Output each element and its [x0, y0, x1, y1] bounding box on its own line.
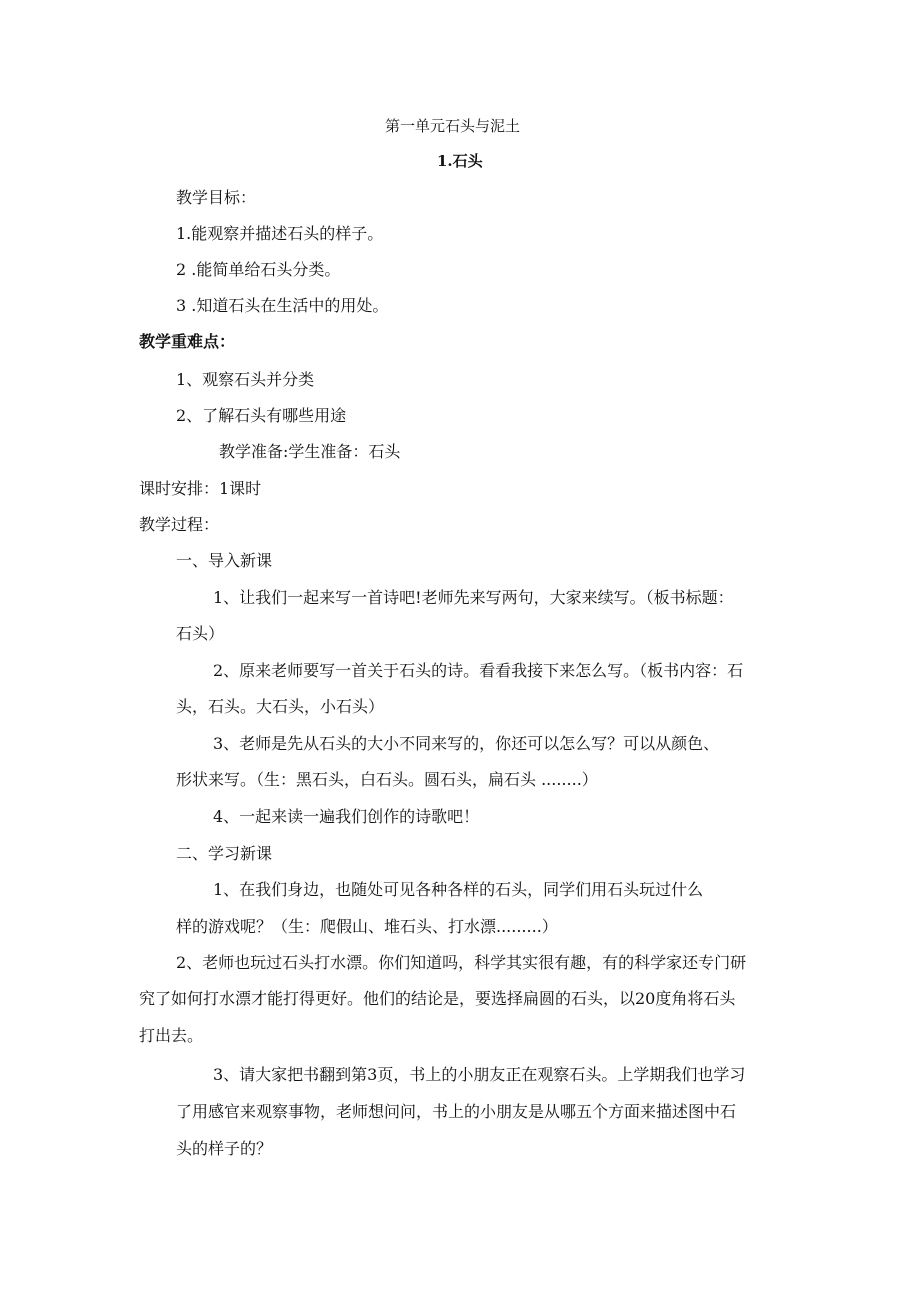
- objective-item: 3 .知道石头在生活中的用处。: [176, 296, 389, 315]
- objectives-heading: 教学目标：: [176, 188, 257, 207]
- key-point-item: 1、观察石头并分类: [176, 370, 315, 389]
- paragraph-line: 2、老师也玩过石头打水漂。你们知道吗，科学其实很有趣，有的科学家还专门研: [176, 953, 747, 972]
- preparation-line: 教学准备:学生准备：石头: [219, 442, 401, 461]
- key-points-heading: 教学重难点：: [139, 332, 236, 351]
- paragraph-line: 样的游戏呢？（生：爬假山、堆石头、打水漂.........）: [176, 917, 558, 936]
- paragraph-line: 石头）: [176, 624, 225, 643]
- objective-item: 2 .能简单给石头分类。: [176, 260, 341, 279]
- unit-title: 第一单元石头与泥土: [385, 117, 521, 135]
- paragraph-line: 3、请大家把书翻到第3页，书上的小朋友正在观察石头。上学期我们也学习: [213, 1065, 746, 1084]
- section-heading: 一、导入新课: [176, 551, 273, 570]
- schedule-line: 课时安排：1课时: [139, 479, 262, 498]
- paragraph-line: 2、原来老师要写一首关于石头的诗。看看我接下来怎么写。（板书内容：石: [213, 661, 744, 680]
- objective-item: 1.能观察并描述石头的样子。: [176, 224, 384, 243]
- process-heading: 教学过程：: [139, 515, 220, 534]
- paragraph-line: 了用感官来观察事物，老师想问问，书上的小朋友是从哪五个方面来描述图中石: [176, 1102, 737, 1121]
- paragraph-line: 形状来写。（生：黑石头，白石头。圆石头，扁石头 ........）: [176, 770, 598, 789]
- paragraph-line: 1、在我们身边，也随处可见各种各样的石头，同学们用石头玩过什么: [213, 880, 704, 899]
- section-heading: 二、学习新课: [176, 844, 273, 863]
- paragraph-line: 头，石头。大石头，小石头）: [176, 697, 385, 716]
- key-point-item: 2、了解石头有哪些用途: [176, 406, 347, 425]
- paragraph-line: 打出去。: [139, 1026, 204, 1045]
- paragraph-line: 头的样子的？: [176, 1139, 273, 1158]
- paragraph-line: 究了如何打水漂才能打得更好。他们的结论是，要选择扁圆的石头，以20度角将石头: [139, 989, 736, 1008]
- paragraph-line: 3、老师是先从石头的大小不同来写的，你还可以怎么写？可以从颜色、: [213, 734, 720, 753]
- lesson-title: 1.石头: [437, 152, 483, 170]
- paragraph-line: 4、一起来读一遍我们创作的诗歌吧！: [213, 807, 480, 826]
- paragraph-line: 1、让我们一起来写一首诗吧!老师先来写两句，大家来续写。（板书标题：: [213, 588, 734, 607]
